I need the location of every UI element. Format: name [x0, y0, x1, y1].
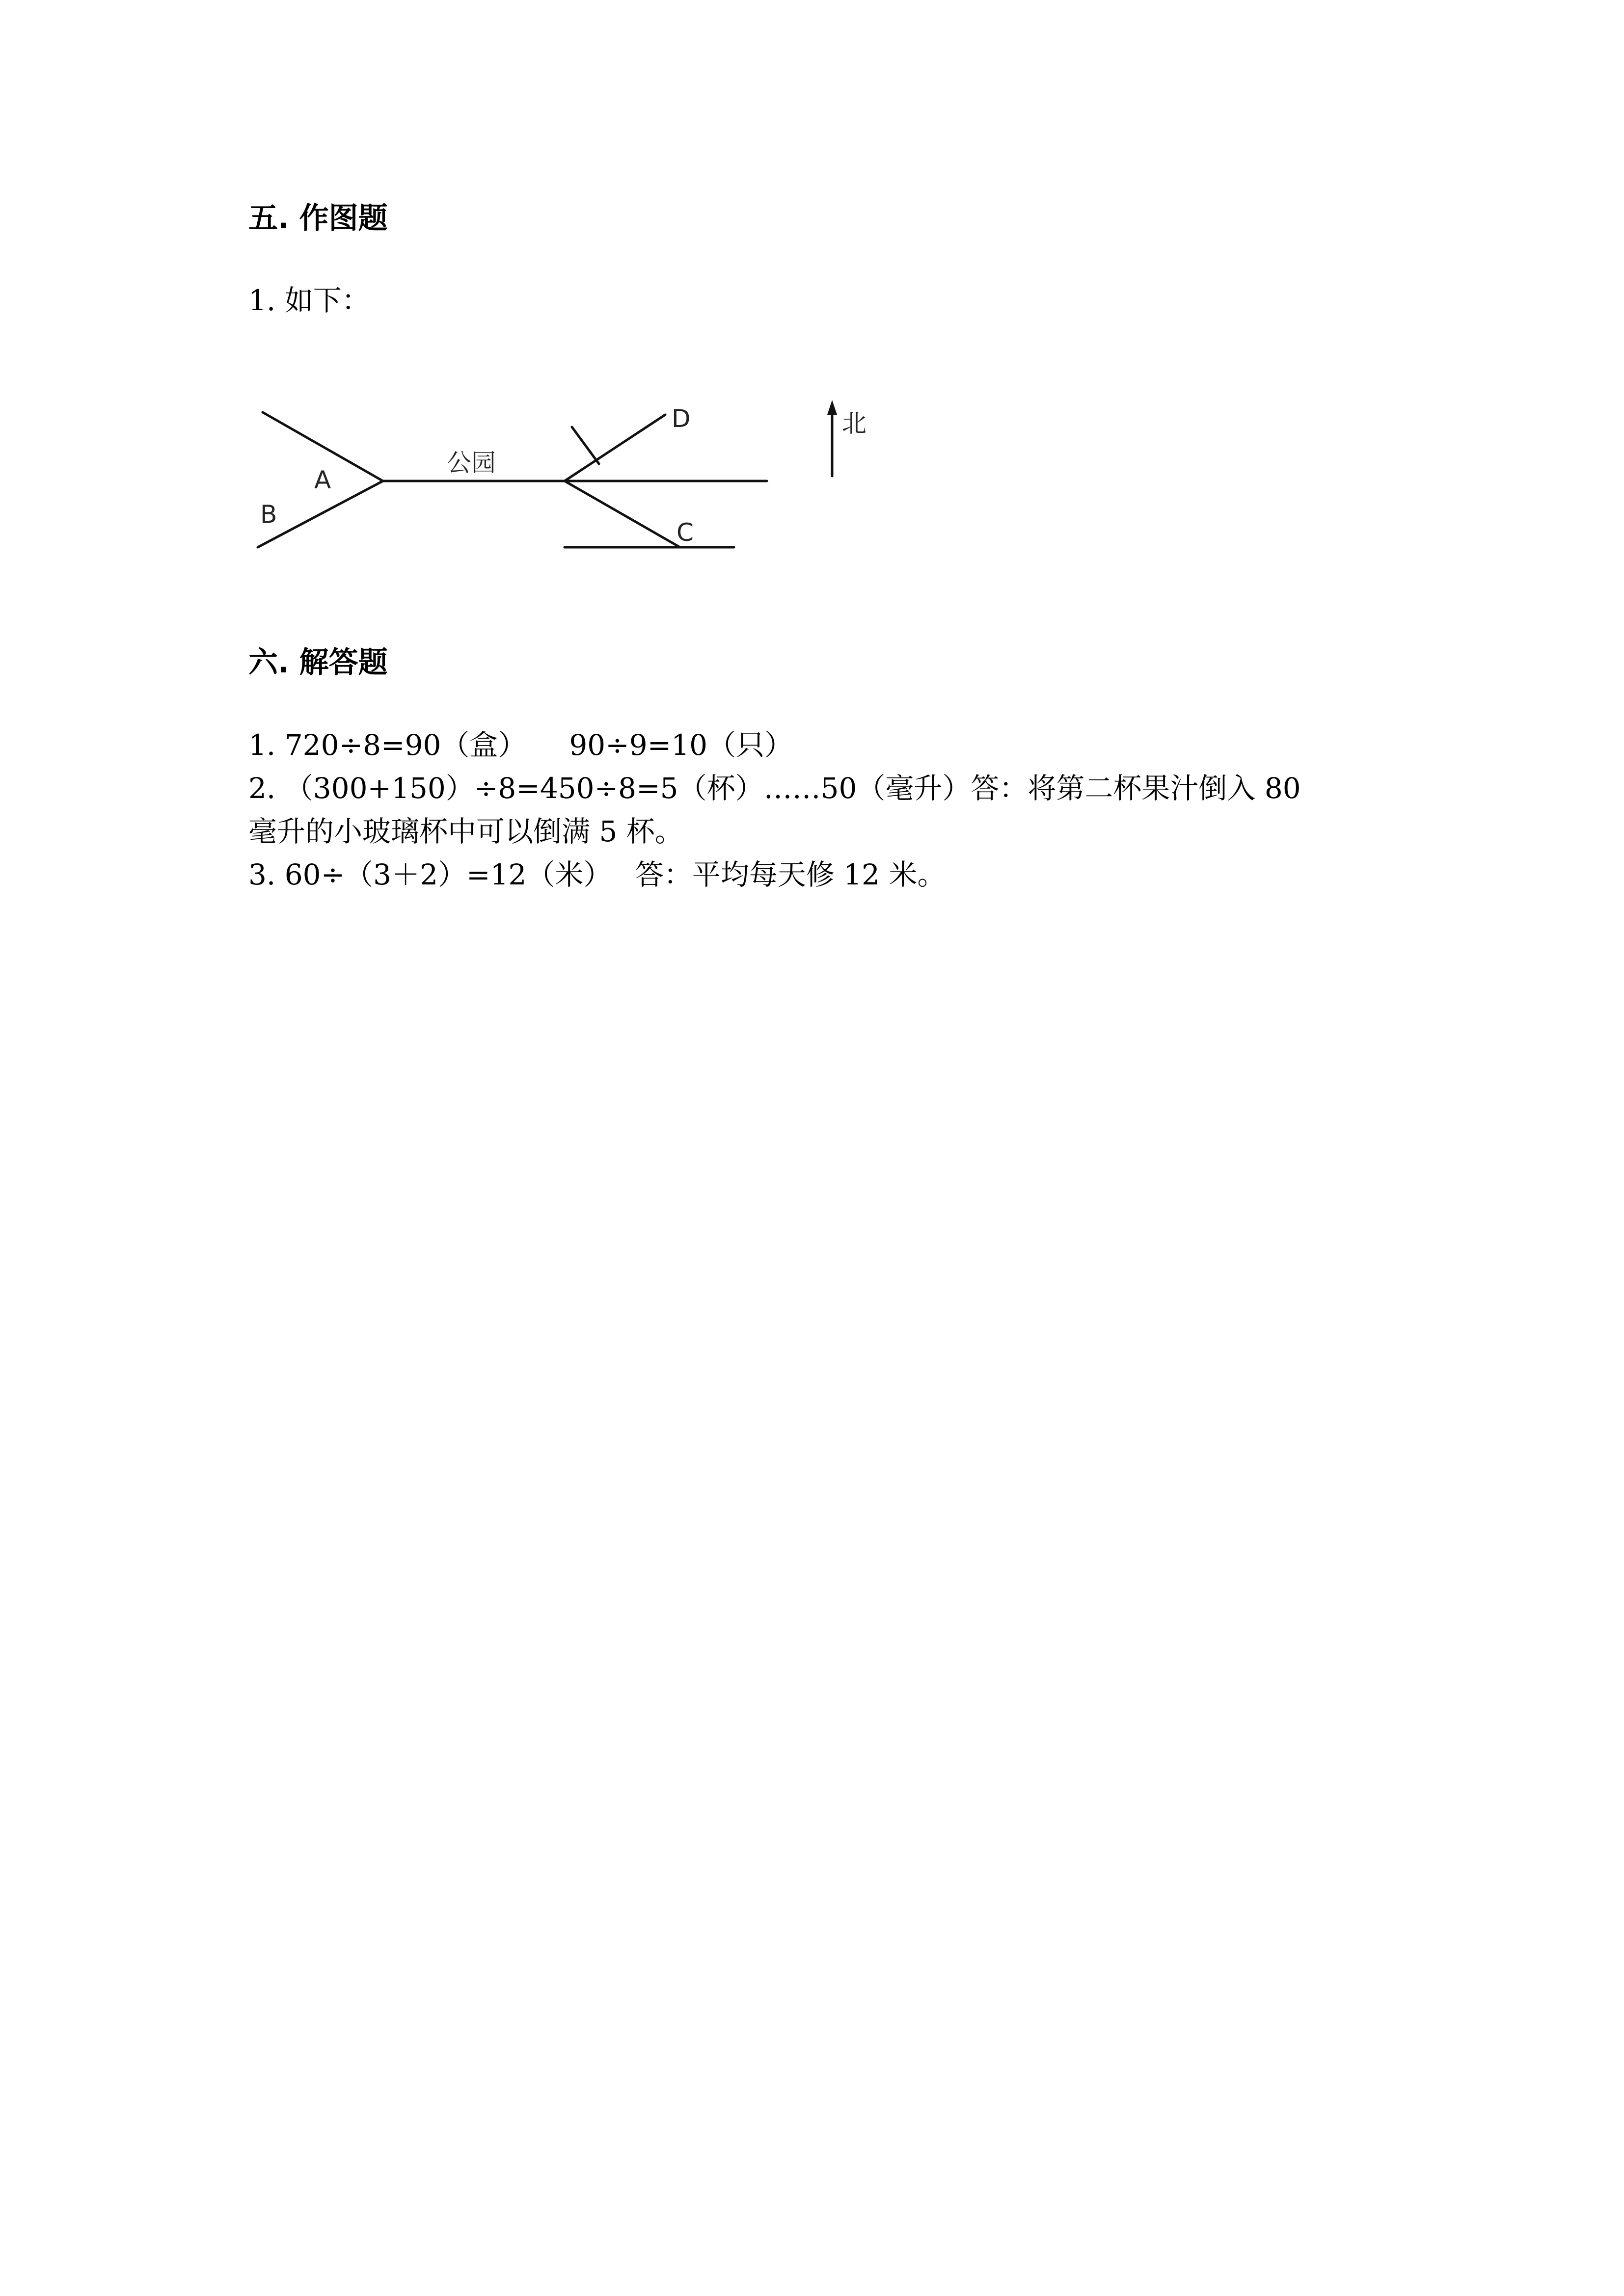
road-c [565, 481, 680, 547]
north-arrow-icon [827, 400, 837, 415]
label-park: 公园 [447, 449, 496, 477]
road-d-branch [572, 427, 599, 464]
map-drawing [245, 388, 908, 560]
section-five-heading: 五. 作图题 [248, 201, 388, 236]
answer-1-intro: 1. 如下： [248, 284, 370, 317]
direction-map-figure [245, 388, 908, 560]
answer-line-1: 1. 720÷8=90（盒） 90÷9=10（只） [248, 728, 793, 762]
section-six-heading: 六. 解答题 [248, 645, 388, 680]
label-b: B [260, 500, 277, 529]
label-d: D [672, 404, 691, 433]
road-d [565, 415, 665, 481]
answer-line-3: 3. 60÷（3＋2）=12（米） 答：平均每天修 12 米。 [248, 858, 946, 891]
answer-line-2-continued: 毫升的小玻璃杯中可以倒满 5 杯。 [248, 815, 683, 848]
label-c: C [677, 518, 694, 547]
label-north: 北 [842, 409, 866, 438]
label-a: A [314, 466, 331, 494]
answer-line-2: 2. （300+150）÷8=450÷8=5（杯）……50（毫升）答：将第二杯果汁倒入 80 [248, 772, 1301, 805]
